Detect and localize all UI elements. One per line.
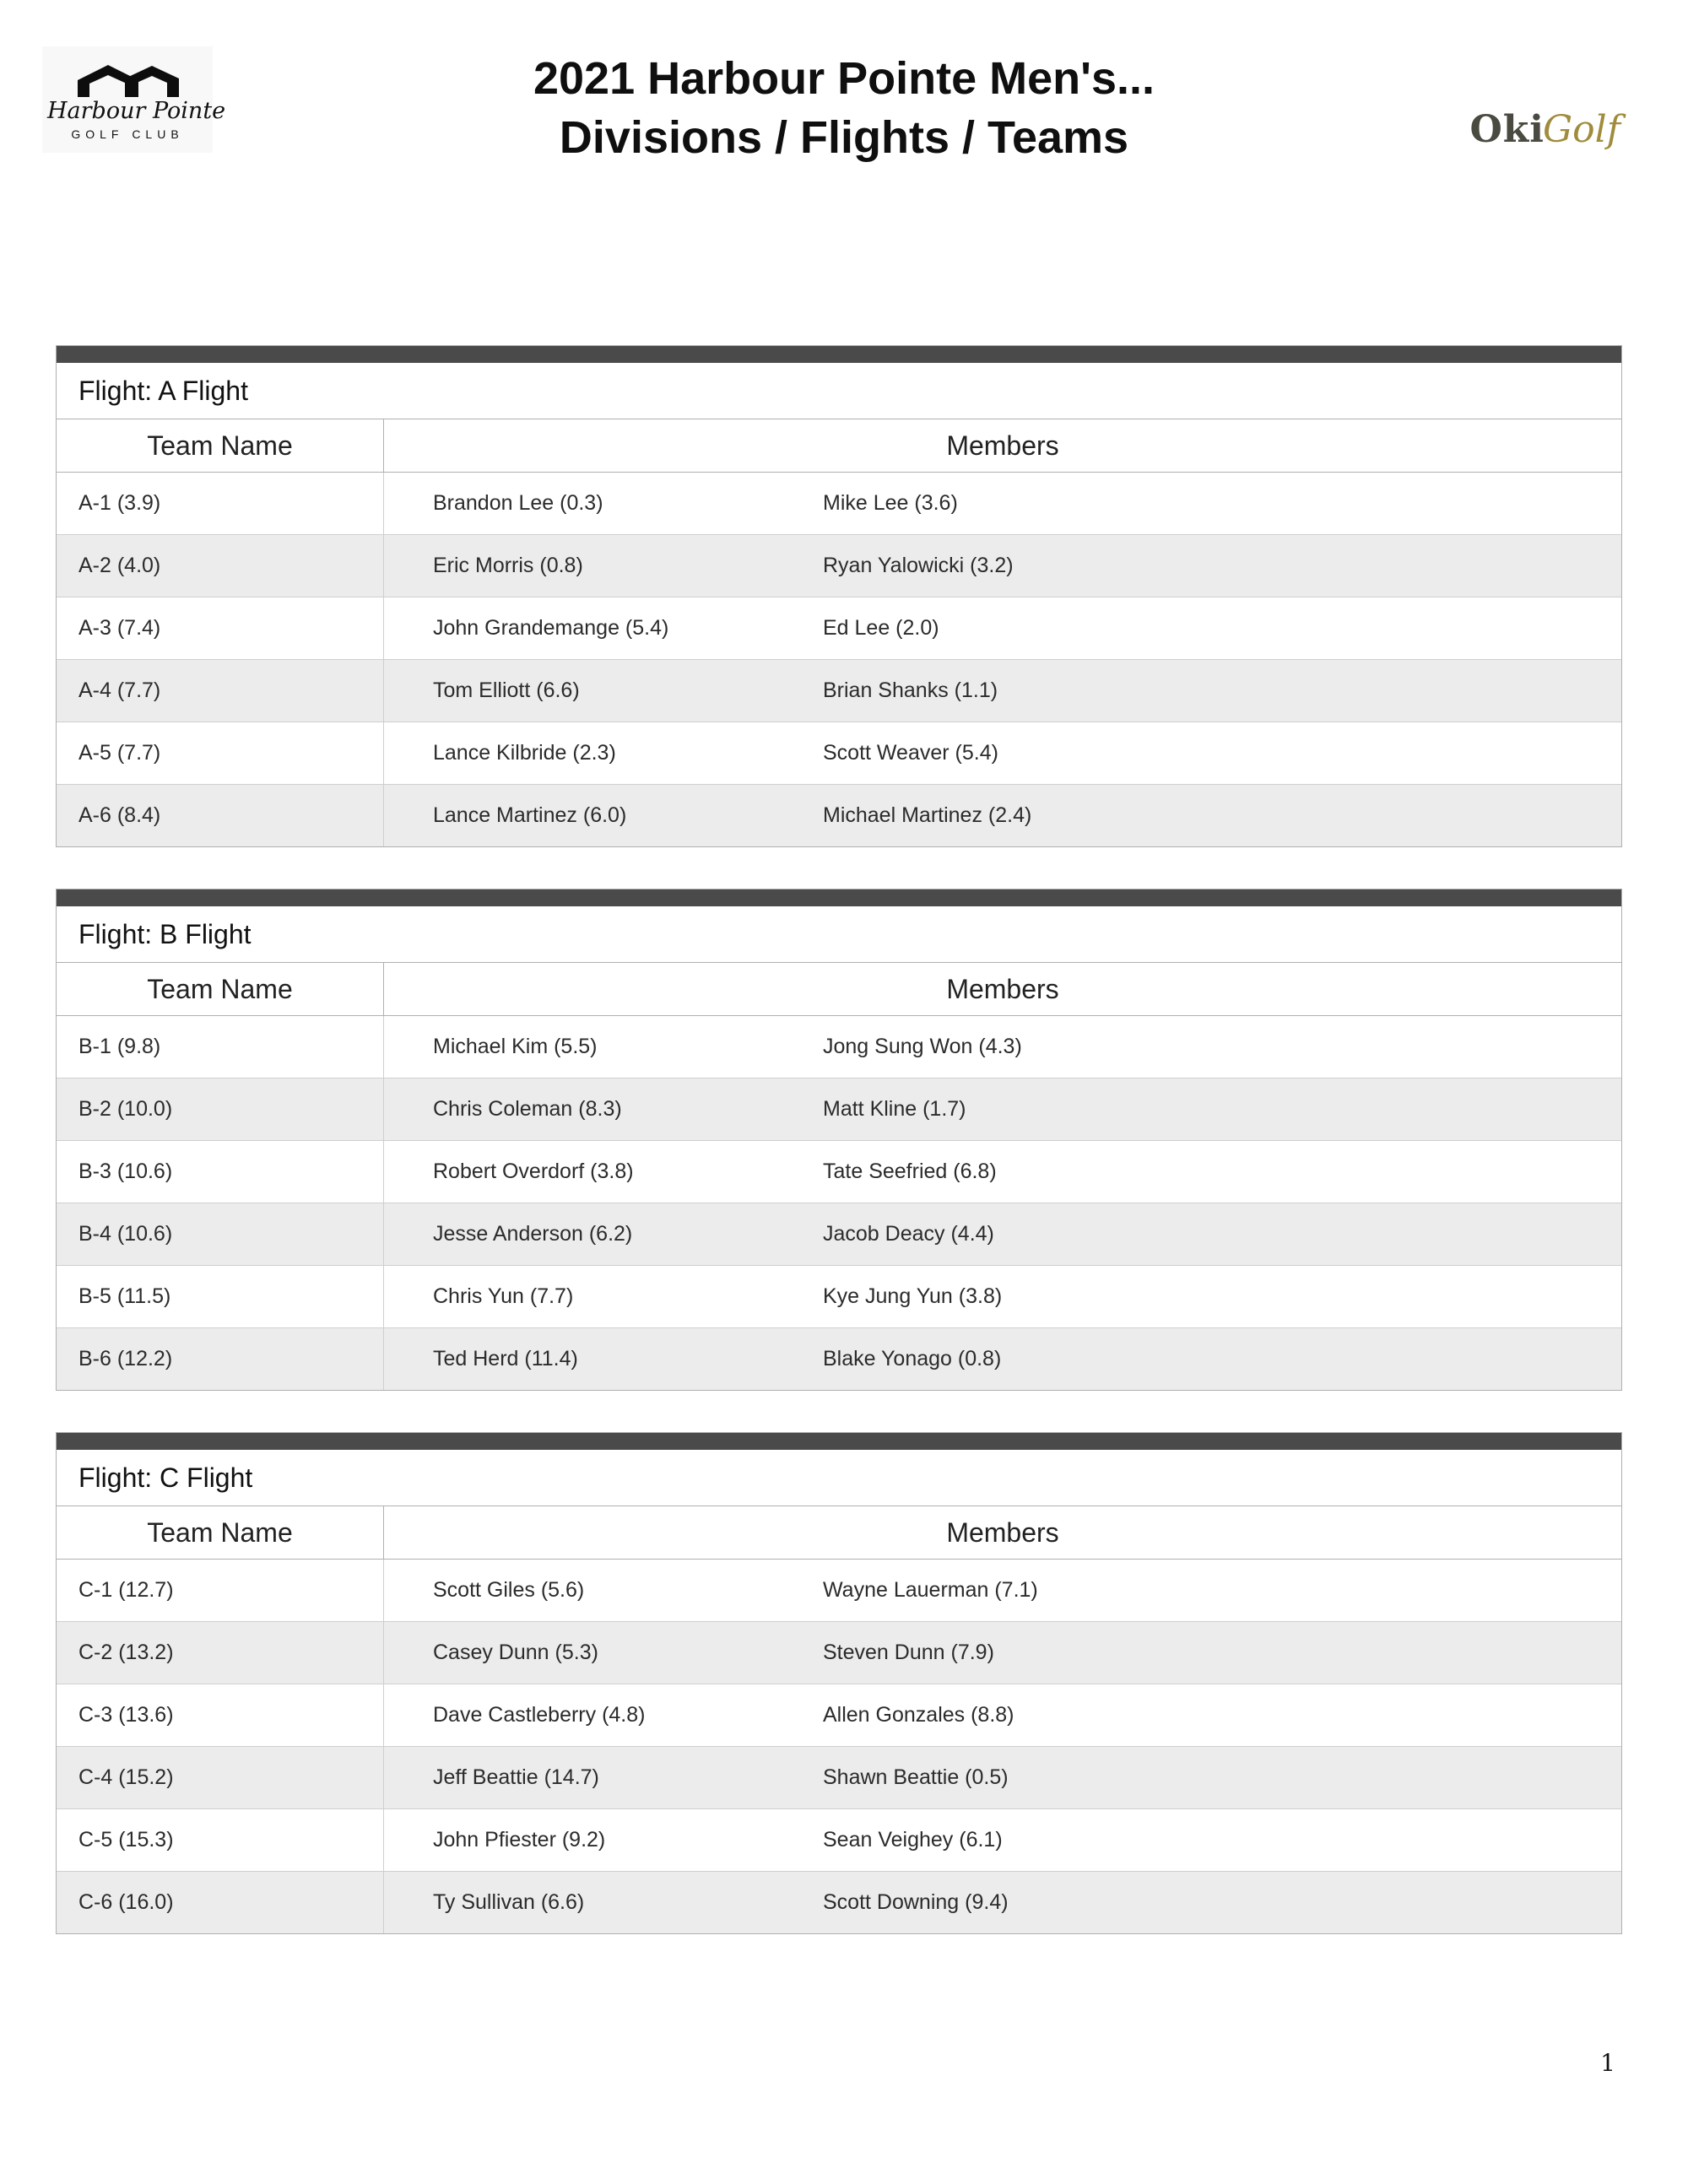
team-cell: B-6 (12.2) [57,1328,384,1390]
table-row [57,1872,1621,1933]
member-name: Chris Coleman (8.3) [433,1097,622,1121]
column-header-members: Members [946,1516,1059,1548]
team-cell: B-2 (10.0) [57,1078,384,1140]
table-rows [57,473,1621,846]
member-name: Michael Kim (5.5) [433,1035,598,1058]
table-row [57,1560,1621,1622]
table-row [57,722,1621,785]
members-cell [384,1016,1621,1078]
column-header-team: Team Name [57,419,384,472]
member-name: Dave Castleberry (4.8) [433,1703,646,1727]
members-cell [384,1203,1621,1265]
column-header-team: Team Name [57,963,384,1015]
flight-table [56,1432,1622,1934]
flight-header-bar [57,1433,1621,1450]
flight-table [56,345,1622,847]
team-cell: C-2 (13.2) [57,1622,384,1684]
members-cell [384,597,1621,659]
table-row [57,1266,1621,1328]
team-cell: B-1 (9.8) [57,1016,384,1078]
members-cell [384,1560,1621,1621]
page-title-line1: 2021 Harbour Pointe Men's... [533,53,1155,104]
team-cell: C-6 (16.0) [57,1872,384,1933]
table-row [57,1141,1621,1203]
member-name: Mike Lee (3.6) [823,491,958,515]
member-name: John Pfiester (9.2) [433,1828,606,1852]
table-row [57,1622,1621,1684]
member-name: Eric Morris (0.8) [433,554,583,577]
flight-table [56,889,1622,1391]
column-header-row [57,419,1621,473]
members-cell [384,1622,1621,1684]
table-row [57,473,1621,535]
column-header-members: Members [946,973,1059,1004]
members-cell [384,1684,1621,1746]
page-number: 1 [1600,2049,1615,2077]
members-cell [384,1872,1621,1933]
member-name: Blake Yonago (0.8) [823,1347,1002,1370]
team-cell: C-1 (12.7) [57,1560,384,1621]
member-name: Michael Martinez (2.4) [823,803,1032,827]
members-cell [384,1078,1621,1140]
member-name: Casey Dunn (5.3) [433,1641,598,1664]
team-cell: A-1 (3.9) [57,473,384,534]
table-row [57,660,1621,722]
member-name: Sean Veighey (6.1) [823,1828,1003,1852]
member-name: Shawn Beattie (0.5) [823,1765,1009,1789]
table-row [57,1078,1621,1141]
column-header-team: Team Name [57,1506,384,1559]
member-name: Tate Seefried (6.8) [823,1160,997,1183]
member-name: Robert Overdorf (3.8) [433,1160,634,1183]
flight-label: Flight: B Flight [57,906,1621,963]
member-name: Jesse Anderson (6.2) [433,1222,633,1246]
team-cell: C-5 (15.3) [57,1809,384,1871]
tables [56,345,1622,1976]
table-rows [57,1560,1621,1933]
member-name: Scott Downing (9.4) [823,1890,1009,1914]
member-name: Ed Lee (2.0) [823,616,939,640]
member-name: Wayne Lauerman (7.1) [823,1578,1038,1602]
member-name: Scott Giles (5.6) [433,1578,585,1602]
member-name: Kye Jung Yun (3.8) [823,1284,1003,1308]
members-cell [384,1328,1621,1390]
member-name: Brian Shanks (1.1) [823,678,998,702]
column-header-row [57,1506,1621,1560]
table-row [57,1809,1621,1872]
harbour-pointe-logo-subtitle: GOLF CLUB [71,127,184,141]
member-name: Lance Kilbride (2.3) [433,741,616,765]
flight-label: Flight: A Flight [57,363,1621,419]
harbour-pointe-logo-text: Harbour Pointe [47,98,226,124]
page-title [0,49,1688,167]
table-rows [57,1016,1621,1390]
members-cell [384,1266,1621,1327]
oki-golf-logo [1469,108,1620,151]
member-name: Matt Kline (1.7) [823,1097,966,1121]
member-name: Scott Weaver (5.4) [823,741,998,765]
team-cell: C-3 (13.6) [57,1684,384,1746]
team-cell: B-3 (10.6) [57,1141,384,1203]
flight-label: Flight: C Flight [57,1450,1621,1506]
members-cell [384,473,1621,534]
table-row [57,535,1621,597]
column-header-members: Members [946,430,1059,461]
member-name: Ryan Yalowicki (3.2) [823,554,1014,577]
column-header-row [57,963,1621,1016]
table-row [57,1203,1621,1266]
table-row [57,1016,1621,1078]
member-name: Jeff Beattie (14.7) [433,1765,599,1789]
members-cell [384,535,1621,597]
members-cell [384,1809,1621,1871]
members-cell [384,785,1621,846]
member-name: Allen Gonzales (8.8) [823,1703,1014,1727]
team-cell: B-4 (10.6) [57,1203,384,1265]
member-name: Ty Sullivan (6.6) [433,1890,585,1914]
member-name: Ted Herd (11.4) [433,1347,578,1370]
member-name: Tom Elliott (6.6) [433,678,580,702]
member-name: Steven Dunn (7.9) [823,1641,994,1664]
member-name: Jacob Deacy (4.4) [823,1222,994,1246]
flight-header-bar [57,346,1621,363]
members-cell [384,1141,1621,1203]
team-cell: A-4 (7.7) [57,660,384,722]
oki-golf-logo-script: Golf [1543,108,1620,151]
table-row [57,1747,1621,1809]
flight-header-bar [57,889,1621,906]
team-cell: A-3 (7.4) [57,597,384,659]
members-cell [384,1747,1621,1808]
member-name: Chris Yun (7.7) [433,1284,574,1308]
team-cell: B-5 (11.5) [57,1266,384,1327]
members-cell [384,660,1621,722]
team-cell: C-4 (15.2) [57,1747,384,1808]
members-cell [384,722,1621,784]
team-cell: A-6 (8.4) [57,785,384,846]
oki-golf-logo-main: Oki [1469,108,1545,151]
member-name: Jong Sung Won (4.3) [823,1035,1022,1058]
page-title-line2: Divisions / Flights / Teams [559,112,1129,163]
table-row [57,1328,1621,1390]
member-name: Lance Martinez (6.0) [433,803,627,827]
team-cell: A-5 (7.7) [57,722,384,784]
table-row [57,1684,1621,1747]
table-row [57,597,1621,660]
member-name: John Grandemange (5.4) [433,616,669,640]
member-name: Brandon Lee (0.3) [433,491,603,515]
team-cell: A-2 (4.0) [57,535,384,597]
table-row [57,785,1621,846]
